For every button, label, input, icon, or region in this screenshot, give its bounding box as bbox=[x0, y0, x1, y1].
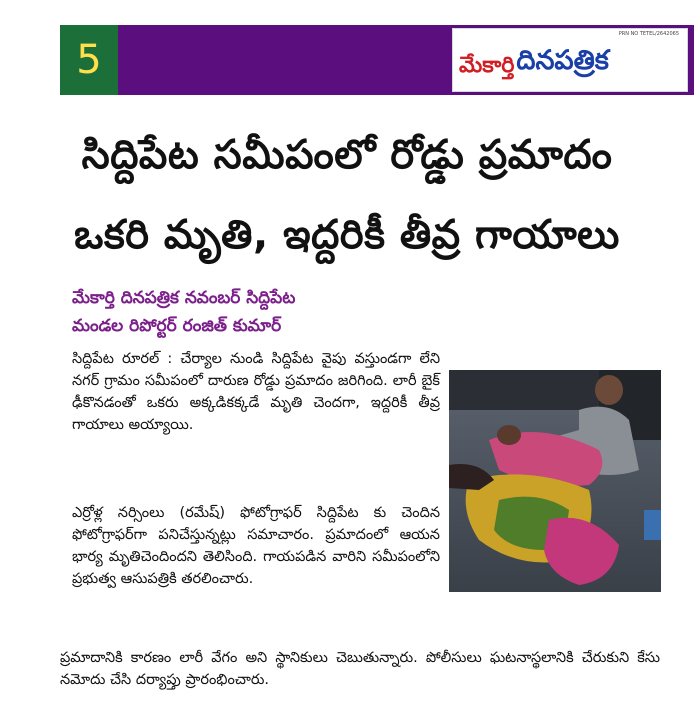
masthead-logo bbox=[452, 28, 688, 92]
byline-line2: మండల రిపోర్టర్ రంజిత్ కుమార్ bbox=[72, 316, 282, 336]
masthead-title bbox=[459, 43, 609, 83]
accident-photo bbox=[449, 370, 661, 592]
byline-line1: మేకార్తి దినపత్రిక నవంబర్ సిద్దిపేట bbox=[72, 288, 296, 308]
headline-line2: ఒకరి మృతి, ఇద్దరికీ తీవ్ర గాయాలు bbox=[74, 212, 620, 258]
masthead-prn: PRN NO TETEL/2642065 bbox=[618, 31, 679, 37]
article-paragraph-1: సిద్దిపేట రూరల్ : చేర్యాల నుండి సిద్దిపేట వైపు వస్తుండగా లేని నగర్ గ్రామం సమీపంలో దారుణ రోడ్డు ప్రమాదం జరిగింది. లారీ బైక్ ఢీకొనడంతో ఒకరు అక్కడికక్కడే మృతి చెందగా, ఇద్దరికీ తీవ్ర గాయాలు అయ్యాయి. bbox=[72, 351, 440, 433]
masthead-logo-part2: దినపత్రిక bbox=[516, 45, 609, 76]
page-number: 5 bbox=[60, 25, 118, 95]
masthead-logo-part1: మేకార్తి bbox=[459, 52, 515, 78]
article-paragraph-2: ఎర్రోళ్ల నర్సింలు (రమేష్) ఫోటోగ్రాఫర్ సిద్దిపేట కు చెందిన ఫోటోగ్రాఫర్‌గా పనిచేస్తున్నట్లు సమాచారం. ప్రమాదంలో ఆయన భార్య మృతిచెందిందని తెలిసింది. గాయపడిన వారిని సమీపంలోని ప్రభుత్వ ఆసుపత్రికి తరలించారు. bbox=[72, 505, 440, 587]
accident-photo-illustration bbox=[449, 370, 661, 592]
header-bar bbox=[60, 25, 694, 95]
article-paragraph-3: ప్రమాదానికి కారణం లారీ వేగం అని స్థానికులు చెబుతున్నారు. పోలీసులు ఘటనాస్థలానికి చేరుకుని కేసు నమోదు చేసి దర్యాప్తు ప్రారంభించారు. bbox=[60, 650, 660, 688]
headline-line1: సిద్దిపేట సమీపంలో రోడ్డు ప్రమాదం bbox=[81, 132, 613, 178]
